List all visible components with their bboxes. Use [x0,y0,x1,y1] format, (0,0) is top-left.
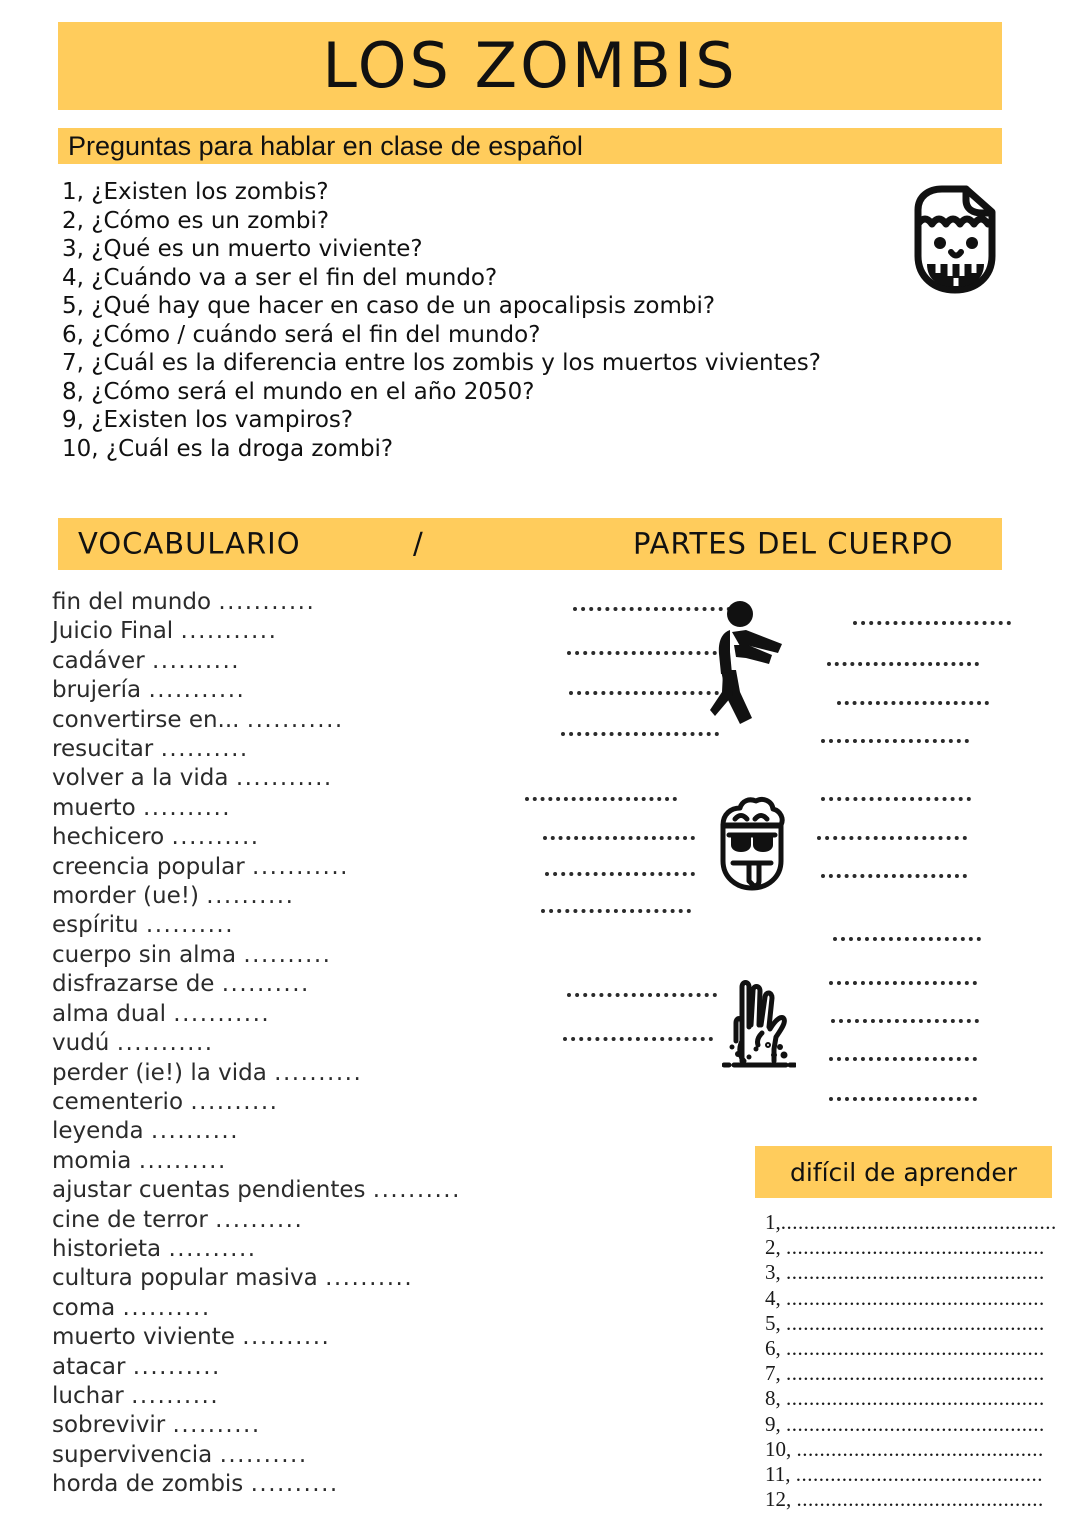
question-number: 2, [62,207,84,234]
hard-line-dots: ........................................... [796,1436,1044,1461]
vocabulary-term: muerto viviente [52,1324,235,1351]
vocabulary-item [52,1206,572,1235]
hard-to-learn-title: difícil de aprender [789,1157,1017,1187]
hard-line-number: 8, [765,1386,781,1411]
hard-line-number: 7, [765,1361,781,1386]
vocabulary-item [52,1411,572,1440]
vocabulary-dots: .......... [151,647,241,674]
vocabulary-item [52,1176,572,1205]
vocabulary-item [52,1059,572,1088]
vocabulary-term: alma dual [52,1000,166,1027]
question-number: 7, [62,350,84,376]
hard-line-dots: ............................................. [786,1361,1045,1386]
vocabulary-dots: .......... [242,1324,331,1351]
zombie-hand-icon [722,975,796,1075]
hard-line-number: 5, [765,1310,781,1335]
vocabulary-term: morder (ue!) [52,883,199,910]
hard-line-item[interactable] [765,1311,1055,1336]
hard-to-learn-list [765,1210,1055,1512]
vocabulary-term: cultura popular masiva [52,1265,318,1292]
hard-line-dots: ............................................. [786,1336,1045,1361]
vocabulary-term: sobrevivir [52,1412,166,1439]
question-item [62,435,1052,464]
question-number: 8, [62,378,84,405]
vocabulary-item [52,794,572,823]
answer-blank-line[interactable] [541,905,691,913]
vocabulary-dots: .......... [132,1353,221,1380]
vocabulary-item [52,823,572,852]
vocabulary-item [52,1470,572,1499]
question-text: ¿Qué hay que hacer en caso de un apocalipsis zombi? [91,293,716,319]
question-number: 6, [62,321,84,348]
answer-blank-line[interactable] [821,793,971,801]
zombie-brain-head-icon [715,795,789,893]
vocabulary-dots: ........... [180,618,278,645]
vocabulary-term: cine de terror [52,1206,208,1233]
question-item [62,321,1052,350]
hard-line-item[interactable] [765,1235,1055,1260]
vocabulary-item [52,882,572,911]
hard-line-number: 1, [765,1210,781,1234]
hard-line-dots: ........................................... [795,1462,1043,1487]
vocabulary-dots: .......... [172,1412,261,1439]
vocabulary-item [52,1264,572,1293]
vocabulary-item [52,1117,572,1146]
vocabulary-item [52,911,572,940]
vocabulary-dots: .......... [325,1265,414,1292]
vocabulary-dots: .......... [145,912,235,939]
answer-blank-line[interactable] [837,697,989,705]
hard-line-item[interactable] [765,1386,1055,1411]
vocabulary-term: leyenda [52,1118,144,1145]
hard-line-item[interactable] [765,1286,1055,1311]
vocabulary-dots: .......... [122,1294,211,1321]
vocabulary-term: historieta [52,1235,162,1262]
vocabulary-term: convertirse en... [52,706,240,733]
answer-blank-line[interactable] [821,735,969,743]
vocabulary-dots: .......... [215,1206,304,1233]
vocabulary-dots: .......... [250,1471,339,1498]
hard-line-item[interactable] [765,1336,1055,1361]
vocabulary-item [52,735,572,764]
answer-blank-line[interactable] [821,870,967,878]
question-text: ¿Cómo será el mundo en el año 2050? [91,378,535,405]
hard-line-number: 10, [765,1436,792,1461]
hard-line-number: 11, [765,1462,791,1487]
vocabulary-item [52,1000,572,1029]
hard-line-number: 3, [765,1260,781,1285]
vocabulary-dots: ........... [246,706,344,733]
vocabulary-term: resucitar [52,736,154,763]
question-text: ¿Existen los zombis? [91,179,329,205]
answer-blank-line[interactable] [545,868,695,876]
vocabulary-dots: .......... [243,941,332,968]
vocabulary-item [52,588,572,617]
vocabulary-term: atacar [52,1353,126,1380]
vocabulary-term: creencia popular [52,853,245,880]
vocabulary-dots: ........... [235,765,333,792]
vocabulary-item [52,647,572,676]
vocabulary-dots: ........... [148,677,246,704]
question-number: 10, [62,435,99,462]
vocabulary-term: coma [52,1294,116,1321]
answer-blank-line[interactable] [829,977,977,985]
vocabulary-dots: .......... [150,1118,240,1145]
hard-line-item[interactable] [765,1462,1055,1487]
question-number: 4, [62,264,84,291]
vocabulary-item [52,1088,572,1117]
hard-line-number: 12, [765,1487,792,1512]
section-label-vocabulario: VOCABULARIO [78,526,301,561]
hard-line-item[interactable] [765,1412,1055,1437]
vocabulary-item [52,853,572,882]
hard-line-dots: ............................................. [786,1285,1045,1310]
answer-blank-line[interactable] [829,1093,977,1101]
section-banner [58,518,1002,570]
answer-blank-line[interactable] [543,832,695,840]
hard-line-dots: ................................................ [780,1210,1057,1234]
vocabulary-dots: .......... [143,794,232,821]
vocabulary-item [52,1353,572,1382]
vocabulary-dots: .......... [171,824,260,851]
hard-line-item[interactable] [765,1487,1055,1512]
vocabulary-item [52,1147,572,1176]
page-title: LOS ZOMBIS [322,29,738,102]
question-number: 9, [62,407,84,433]
answer-blank-line[interactable] [567,647,725,655]
vocabulary-term: muerto [52,794,136,821]
hard-line-item[interactable] [765,1437,1055,1462]
vocabulary-dots: .......... [372,1177,461,1204]
vocabulary-dots: ........... [116,1030,214,1057]
question-item [62,378,1052,407]
question-item [62,406,1052,435]
hard-line-dots: ............................................. [786,1235,1045,1260]
question-number: 1, [62,179,84,205]
vocabulary-dots: .......... [221,971,310,998]
hard-line-dots: ............................................. [786,1310,1045,1335]
vocabulary-term: cadáver [52,647,145,674]
vocabulary-dots: .......... [160,736,249,763]
vocabulary-dots: ........... [173,1000,271,1027]
vocabulary-item [52,970,572,999]
question-text: ¿Qué es un muerto viviente? [91,236,423,262]
vocabulary-item [52,764,572,793]
vocabulary-item [52,1382,572,1411]
answer-blank-line[interactable] [829,1053,977,1061]
vocabulary-dots: .......... [274,1059,363,1086]
subtitle-text: Preguntas para hablar en clase de español [68,130,583,161]
answer-blank-line[interactable] [853,617,1011,625]
vocabulary-dots: .......... [190,1088,279,1115]
vocabulary-term: volver a la vida [52,765,229,792]
answer-blank-line[interactable] [563,1033,713,1041]
vocabulary-list [52,588,572,1500]
hard-line-number: 6, [765,1336,781,1361]
answer-blank-line[interactable] [561,728,719,736]
hard-line-number: 9, [765,1411,781,1436]
vocabulary-dots: .......... [219,1441,308,1468]
answer-blank-line[interactable] [827,658,979,666]
answer-blank-line[interactable] [831,1015,979,1023]
answer-blank-line[interactable] [833,933,981,941]
vocabulary-term: cementerio [52,1088,184,1115]
hard-to-learn-banner [755,1146,1052,1198]
vocabulary-dots: .......... [168,1235,257,1262]
vocabulary-dots: .......... [131,1382,220,1409]
hard-line-number: 2, [765,1235,781,1260]
vocabulary-item [52,1235,572,1264]
vocabulary-term: supervivencia [52,1441,213,1468]
vocabulary-item [52,941,572,970]
vocabulary-term: perder (ie!) la vida [52,1059,267,1086]
vocabulary-term: espíritu [52,912,139,939]
vocabulary-term: cuerpo sin alma [52,941,237,968]
zombie-head-icon [900,180,1012,298]
hard-line-dots: ............................................. [786,1411,1045,1436]
vocabulary-item [52,1029,572,1058]
hard-line-dots: ........................................... [796,1487,1044,1512]
question-number: 5, [62,293,84,319]
answer-blank-line[interactable] [567,989,717,997]
answer-blank-line[interactable] [525,793,677,801]
question-item [62,349,1052,378]
vocabulary-item [52,617,572,646]
answer-blank-line[interactable] [573,603,731,611]
vocabulary-term: luchar [52,1382,124,1409]
answer-blank-line[interactable] [817,832,967,840]
question-text: ¿Cómo / cuándo será el fin del mundo? [91,321,541,348]
section-separator: / [413,526,424,561]
vocabulary-term: disfrazarse de [52,971,215,998]
vocabulary-item [52,706,572,735]
title-banner [58,22,1002,110]
vocabulary-term: Juicio Final [52,618,174,645]
vocabulary-term: hechicero [52,824,165,851]
vocabulary-item [52,676,572,705]
hard-line-item[interactable] [765,1260,1055,1285]
question-number: 3, [62,236,84,262]
hard-line-item[interactable] [765,1361,1055,1386]
vocabulary-dots: .......... [206,883,295,910]
question-text: ¿Cuál es la diferencia entre los zombis y los muertos vivientes? [91,350,821,376]
vocabulary-item [52,1294,572,1323]
question-text: ¿Cuándo va a ser el fin del mundo? [91,264,498,291]
vocabulary-term: vudú [52,1030,110,1057]
hard-line-dots: ............................................. [786,1386,1045,1411]
subtitle-banner [58,128,1002,164]
hard-line-number: 4, [765,1285,781,1310]
hard-line-item[interactable] [765,1210,1055,1235]
vocabulary-term: ajustar cuentas pendientes [52,1177,366,1204]
answer-blank-line[interactable] [569,687,727,695]
vocabulary-item [52,1323,572,1352]
question-text: ¿Existen los vampiros? [91,407,354,433]
vocabulary-dots: ........... [252,853,349,880]
vocabulary-dots: .......... [138,1147,227,1174]
vocabulary-term: fin del mundo [52,589,212,615]
question-text: ¿Cuál es la droga zombi? [105,435,394,462]
vocabulary-term: brujería [52,677,142,704]
vocabulary-term: horda de zombis [52,1471,244,1498]
zombie-walking-icon [710,600,792,725]
section-label-partes-del-cuerpo: PARTES DEL CUERPO [633,526,954,561]
vocabulary-item [52,1441,572,1470]
vocabulary-dots: ........... [218,589,316,615]
hard-line-dots: ............................................. [786,1260,1045,1285]
question-text: ¿Cómo es un zombi? [91,207,330,234]
vocabulary-term: momia [52,1147,132,1174]
